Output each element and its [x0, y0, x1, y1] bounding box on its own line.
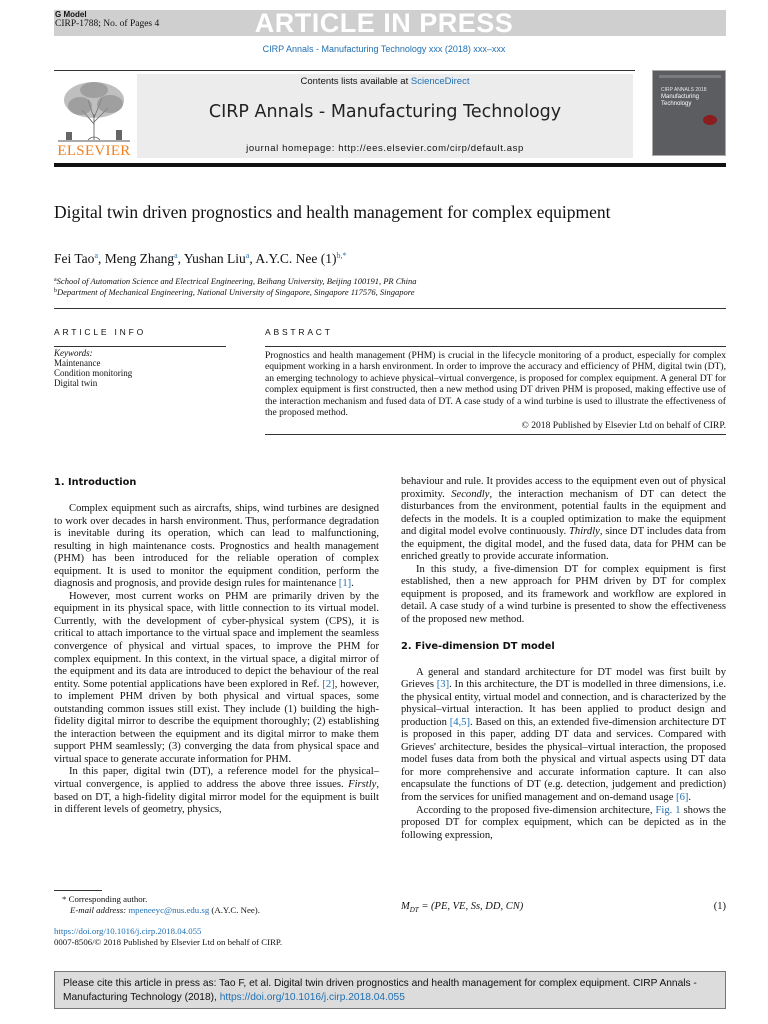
reference-link[interactable]: [4,5] — [449, 716, 471, 728]
contents-prefix: Contents lists available at — [300, 76, 411, 87]
cover-header-bar — [659, 75, 721, 78]
journal-name: CIRP Annals - Manufacturing Technology — [208, 102, 562, 122]
paragraph-text: , however, to implement PHM driven by both physical and virtual spaces, some outstanding common issues still exist. They include (1) building the high-fidelity digital mirror to describe the equipment thoroughly; (2) establishing the interaction between the equipment and its digital mirror to make them support PHM seamlessly; (3) converging the data from physical space and virtual space to generate accurate information for PHM. — [54, 678, 379, 765]
journal-citation-line[interactable]: CIRP Annals - Manufacturing Technology xxx (2018) xxx–xxx — [262, 44, 506, 54]
affiliation-text: School of Automation Science and Electrical Engineering, Beihang University, Beijing 100191, PR China — [56, 276, 417, 286]
email-link[interactable]: mpeneeyc@nus.edu.sg — [128, 905, 210, 915]
paragraph — [54, 591, 379, 767]
author-list: Fei Tao$^a$, Meng Zhang$^a$, Yushan Liu$^a$, A.Y.C. Nee $(1)^{b,*}$ — [54, 251, 347, 266]
equation-lhs: M — [401, 901, 410, 912]
cover-emblem — [703, 115, 717, 125]
keyword: Condition monitoring — [54, 368, 133, 378]
paragraph — [401, 564, 726, 627]
cite-doi-link[interactable]: https://doi.org/10.1016/j.cirp.2018.04.055 — [219, 991, 405, 1003]
equation-number: (1) — [713, 901, 726, 912]
paragraph-text: However, most current works on PHM are primarily driven by the equipment in its physical space, with little connection to its virtual model. Currently, with the development of cyber-physical system (CPS), it is critical to attach importance to the virtual space and implement the seamless convergence of physical and virtual spaces, to improve the PHM for complex equipment. In this context, in the virtual space, a digital mirror of the equipment and its data are introduced to depict the behaviour of the real entity. Some potential applications have been explored in Ref. — [54, 590, 379, 690]
affiliation-marker: a — [54, 277, 57, 283]
equation-1 — [401, 901, 726, 914]
cite-this-article-box — [54, 971, 726, 1009]
affiliation-text: Department of Mechanical Engineering, National University of Singapore, Singapore 117576, Singapore — [57, 287, 415, 297]
article-info-header: ARTICLE INFO — [54, 327, 147, 337]
paragraph-text: behaviour and rule. It provides access to the equipment even out of physical proximity. — [401, 476, 726, 500]
paragraph-text: Complex equipment such as aircrafts, ships, wind turbines are designed to work over decades in harsh environment. Thus, performance degradation is inevitable during its operation, which can lead to malfunctioning, resulting in high maintenance costs. Prognostics and health management (PHM) has been introduced for the reliable operation of complex equipment. It is used to monitor the equipment condition, perform the diagnosis and prognosis, and provide design rules for maintenance — [54, 503, 379, 590]
reference-link[interactable]: [6] — [676, 792, 689, 804]
cover-small-text: CIRP ANNALS 2018 — [661, 87, 707, 93]
body-column-left — [54, 477, 379, 817]
paragraph — [401, 667, 726, 805]
author-name: A.Y.C. Nee (1) — [255, 251, 337, 266]
paragraph-text: , based on DT, a high-fidelity digital mirror model for the equipment is built in different levels of geometry, physics, — [54, 779, 379, 816]
journal-cover-thumbnail[interactable] — [652, 70, 726, 156]
affiliation-b — [54, 287, 415, 297]
abstract-copyright: © 2018 Published by Elsevier Ltd on behalf of CIRP. — [521, 420, 726, 431]
reference-link[interactable]: [3] — [436, 679, 450, 691]
keyword: Digital twin — [54, 378, 98, 388]
author-name: Yushan Liu — [183, 251, 246, 266]
cirp-number: CIRP-1788; No. of Pages 4 — [55, 19, 160, 29]
abstract-rule — [265, 346, 726, 347]
section-1-heading: 1. Introduction — [54, 477, 137, 488]
paragraph-text: , since DT includes data from the equipment, the digital model, and the fused data, data for PHM can be enriched greatly to provide accurate information. — [401, 526, 726, 563]
equation-rhs: = (PE, VE, Ss, DD, CN) — [418, 901, 524, 912]
email-label: E-mail address: — [70, 905, 129, 915]
author-affil-link[interactable]: a — [94, 251, 98, 260]
figure-link[interactable]: Fig. 1 — [655, 804, 681, 816]
paragraph-text: A general and standard architecture for DT model was first built by Grieves — [401, 666, 726, 691]
paragraph-text: In this study, a five-dimension DT for complex equipment is first established, then a new approach for PHM driven by DT for complex equipment is proposed, and its framework and workflow are explored in detail. A case study of a wind turbine is presented to show the effectiveness of the proposed new method. — [401, 563, 726, 626]
emphasis: Secondly — [451, 488, 490, 500]
paragraph-text: According to the proposed five-dimension architecture, — [416, 804, 656, 816]
paragraph — [54, 503, 379, 591]
abstract-header: ABSTRACT — [265, 327, 333, 337]
homepage-prefix: journal homepage: — [246, 143, 339, 154]
author-name: Meng Zhang — [104, 251, 175, 266]
paragraph-text: . — [688, 792, 692, 804]
homepage-url[interactable]: http://ees.elsevier.com/cirp/default.asp — [338, 143, 524, 154]
keywords-label: Keywords: — [54, 348, 93, 358]
paper-title: Digital twin driven prognostics and health management for complex equipment — [54, 202, 611, 222]
paragraph — [401, 476, 726, 564]
contents-available-line — [137, 76, 633, 87]
paragraph-text: . Based on this, an extended five-dimension architecture DT is proposed in this paper, adding DT data and services. Compared with Grieves' architecture, besides the physical–virtual interaction, the proposed model fuses data from both the physical and virtual aspects using DT data for more comprehensive and accurate information capture. It can also encapsulate the functions of DT (e.g. detection, judgement and prediction) from the services for unified management and on-demand usage — [401, 716, 726, 804]
cover-title — [661, 94, 699, 108]
paragraph-text: , the interaction mechanism of DT can detect the disturbances from the environment, potential faults in the equipment and defects in the models. It is a coupled optimization to make the equipment and digital model evolve continuously. — [401, 488, 726, 538]
sciencedirect-link[interactable]: ScienceDirect — [410, 76, 470, 87]
footnote-rule — [54, 890, 102, 891]
abstract-bottom-rule — [265, 434, 726, 435]
abstract-text: Prognostics and health management (PHM) is crucial in the lifecycle monitoring of a product, especially for complex equipment working in a harsh environment. In order to improve the accuracy and efficiency of PHM, digital twin (DT), an emerging technology to achieve physical–virtual convergence, is proposed for complex equipment. A general DT for complex equipment is first constructed, then a new method using DT driven PHM is proposed, making effective use of the interaction mechanism and fused data of DT. A case study of a wind turbine is used to illustrate the effectiveness of the proposed method. — [265, 350, 726, 419]
body-column-right — [401, 476, 726, 842]
author-affil-link[interactable]: b,* — [336, 251, 347, 260]
email-note — [70, 905, 260, 915]
affiliation-marker: b — [54, 288, 57, 294]
paragraph — [401, 805, 726, 843]
corresponding-author-note: * Corresponding author. — [62, 894, 148, 904]
doi-link[interactable]: https://doi.org/10.1016/j.cirp.2018.04.055 — [54, 926, 202, 936]
section-2-heading: 2. Five-dimension DT model — [401, 640, 555, 652]
info-section-top-rule — [54, 308, 726, 309]
paragraph-text: . In this architecture, the DT is modelled in three dimensions, i.e. the physical entity, virtual model and connection, and is characterized by the physical–virtual interaction. It has been applied to product design and production — [401, 679, 726, 728]
emphasis: Thirdly — [569, 526, 600, 538]
email-owner: (A.Y.C. Nee). — [209, 905, 260, 915]
elsevier-wordmark: ELSEVIER — [57, 143, 131, 159]
masthead-top-rule — [54, 70, 635, 71]
journal-homepage-line — [137, 143, 633, 154]
paragraph-text: shows the proposed DT for complex equipment, which can be depicted as in the following expression, — [401, 804, 726, 841]
reference-link[interactable]: [2] — [322, 678, 335, 690]
cover-title-line-2: Technology — [661, 101, 692, 107]
author-name: Fei Tao — [54, 251, 95, 266]
g-model-label: G Model — [55, 10, 87, 19]
equation-subscript: DT — [409, 906, 419, 915]
emphasis: Firstly — [348, 779, 377, 791]
author-affil-link[interactable]: a — [174, 251, 178, 260]
reference-link[interactable]: [1] — [338, 578, 352, 590]
issn-line: 0007-8506/© 2018 Published by Elsevier Ltd on behalf of CIRP. — [54, 937, 283, 947]
cite-text: Please cite this article in press as: Tao F, et al. Digital twin driven prognostics and health management for complex equipment. CIRP Annals - Manufacturing Technology (2018), — [63, 978, 697, 1003]
paragraph-text: . — [351, 578, 354, 590]
article-in-press-banner: ARTICLE IN PRESS — [254, 8, 514, 38]
cover-title-line-1: Manufacturing — [661, 94, 700, 100]
affiliation-a — [54, 276, 417, 286]
masthead-bottom-rule — [54, 163, 726, 167]
keyword: Maintenance — [54, 358, 101, 368]
author-affil-link[interactable]: a — [245, 251, 250, 260]
paragraph — [54, 766, 379, 816]
paragraph-text: In this paper, digital twin (DT), a reference model for the physical–virtual convergence, is applied to address the above three issues. — [54, 766, 379, 791]
article-info-rule — [54, 346, 226, 347]
